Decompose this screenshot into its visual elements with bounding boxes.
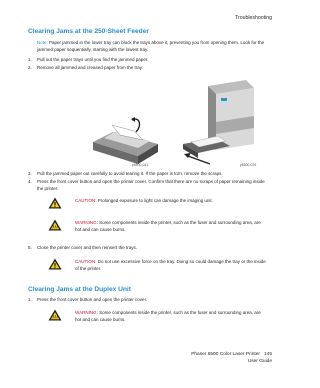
step-text: Press the front cover button and open the printer cover. Confirm that there are no scraps of paper remaining inside the printer.: [37, 179, 265, 191]
illustration: [88, 78, 258, 166]
step-number: 1.: [28, 57, 32, 62]
step-text: Press the front cover button and open the printer cover.: [37, 297, 148, 302]
figure-caption-right: p6500-029: [240, 163, 257, 167]
caution-label: CAUTION:: [75, 259, 97, 264]
caution-body: Prolonged exposure to light can damage the imaging unit.: [97, 198, 213, 203]
warning-label: WARNING:: [75, 310, 98, 315]
footer-product-line: [191, 352, 272, 359]
running-header: Troubleshooting: [234, 15, 272, 21]
hot-surface-warning-icon: [48, 219, 62, 231]
step-text: Remove all jammed and creased paper from the tray.: [37, 65, 143, 70]
caution-callout: [48, 197, 266, 211]
warning-body: Some components inside the printer, such as the fuser and surrounding area, are hot and can cause burns.: [75, 310, 261, 322]
step-number: 3.: [28, 171, 32, 176]
step-text: Pull the jammed paper out carefully to avoid tearing it. If the paper is torn, remove the scraps.: [37, 171, 223, 176]
hot-surface-warning-icon: [48, 309, 62, 321]
figure-caption-left: p6500-041: [132, 163, 149, 167]
caution-callout: [48, 258, 266, 274]
paper-tray-illustration: [93, 117, 158, 164]
printer-illustration: [183, 80, 254, 164]
caution-text: [75, 259, 266, 272]
step-number: 4.: [28, 179, 32, 184]
caution-text: [75, 198, 266, 205]
warning-label: WARNING:: [75, 220, 98, 225]
caution-label: CAUTION:: [75, 198, 97, 203]
step-text: Pull out the paper trays until you find the jammed paper.: [37, 57, 149, 62]
footer-guide: User Guide: [247, 358, 272, 364]
footer-product: Phaser 6500 Color Laser Printer: [191, 352, 260, 357]
note-text: Paper jammed in the lower tray can block the trays above it, preventing you from opening them. Look for the jammed paper sequentially, starting with the lowest tray.: [37, 40, 265, 52]
note-label: Note:: [37, 40, 48, 45]
warning-triangle-icon: [48, 197, 62, 209]
note-paragraph: [37, 40, 266, 53]
section-title-250-sheet-feeder: Clearing Jams at the 250-Sheet Feeder: [28, 28, 149, 35]
warning-callout: [48, 219, 266, 235]
step-text: Close the printer cover and then reinsert the trays.: [37, 245, 138, 250]
step-number: 5.: [28, 245, 32, 250]
page-footer: [191, 352, 272, 365]
step-number: 2.: [28, 65, 32, 70]
warning-body: Some components inside the printer, such as the fuser and surrounding area, are hot and can cause burns.: [75, 220, 261, 232]
warning-text: [75, 220, 266, 233]
step-number: 1.: [28, 297, 32, 302]
warning-text: [75, 310, 266, 323]
warning-callout: [48, 309, 266, 325]
figure-tray-and-printer: [88, 78, 258, 166]
warning-triangle-icon: [48, 258, 62, 270]
caution-body: Do not use excessive force on the tray. Doing so could damage the tray or the inside of the printer.: [75, 259, 266, 271]
page-number: 145: [263, 352, 272, 357]
section-title-duplex-unit: Clearing Jams at the Duplex Unit: [28, 286, 131, 293]
